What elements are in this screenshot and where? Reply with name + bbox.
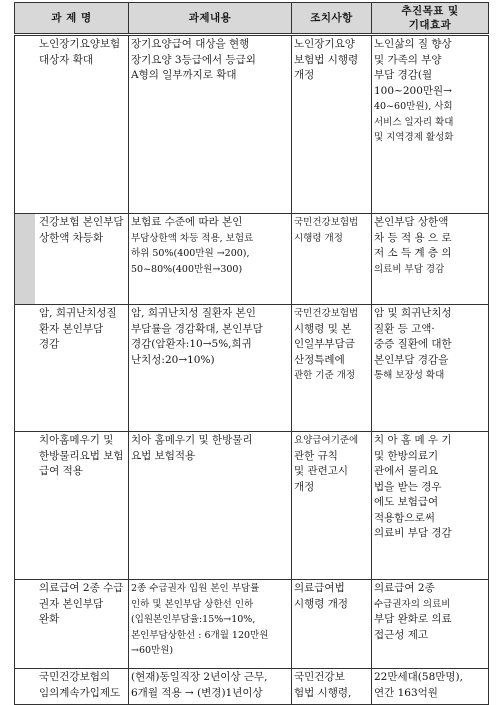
policy-table <box>14 2 489 705</box>
cell-title <box>15 305 129 432</box>
cell-title <box>15 214 129 305</box>
header-action <box>292 3 372 35</box>
cell-action <box>292 214 372 305</box>
text-line: 시행령 개정 <box>294 597 349 610</box>
text-line: 험법 시행령, <box>294 686 352 699</box>
text-line: 부담률을 경감확대, 본인부담 <box>131 322 263 335</box>
cell-title <box>15 35 129 214</box>
text-line: 경감(암환자:10→5%,희귀 <box>131 338 252 350</box>
text-line: 에도 보험급여 <box>374 496 439 508</box>
text-line: 장기요양급여 대상을 현행 <box>131 38 250 50</box>
text-line: 국민건강보험법 <box>294 217 359 228</box>
header-action-text: 조치사항 <box>310 12 353 24</box>
text-line: 치아 홈메우기 및 한방물리 <box>131 434 253 446</box>
cell-content <box>129 580 292 669</box>
text-line: 권자 본인부담 완화 <box>39 597 104 625</box>
text-line: 의료급여법 <box>294 582 345 594</box>
header-content-text: 과제내용 <box>188 12 232 24</box>
table-row <box>15 35 489 214</box>
text-line: 암, 희귀난치성질 <box>39 307 117 319</box>
table-row <box>15 580 489 669</box>
header-goal-line1: 추진목표 및 <box>401 5 459 17</box>
text-line: 개정 <box>294 69 315 81</box>
text-line: 접근성 제고 <box>374 628 429 641</box>
row-shade <box>15 214 35 304</box>
table-row <box>15 214 489 305</box>
text-line: 질환 등 고액· <box>374 322 435 335</box>
text-line: 시행령 및 본 <box>294 322 352 335</box>
text-line: 본인부담 상한액 <box>374 216 449 228</box>
table-row <box>15 305 489 432</box>
cell-action <box>292 580 372 669</box>
cell-action <box>292 305 372 432</box>
header-content <box>129 3 292 35</box>
cell-content <box>129 432 292 580</box>
cell-goal <box>372 432 489 580</box>
text-line: 관에서 물리요 <box>374 465 439 477</box>
text-line: 인하 및 본인부담 상한선 인하 <box>131 598 254 610</box>
row-shade <box>15 580 35 668</box>
text-line: 부담 완화로 의료 <box>374 613 452 625</box>
text-line: (입원본인부담율:15%→10%, <box>131 614 256 625</box>
cell-goal <box>372 35 489 214</box>
cell-title <box>15 432 129 580</box>
text-line: 관한 규칙 <box>294 449 338 462</box>
row-shade <box>15 36 35 213</box>
cell-goal <box>372 214 489 305</box>
text-line: 치 아 홈 메 우 기 <box>374 434 452 446</box>
text-line: 의료비 부담 경감 <box>374 527 452 539</box>
text-line: 2종 수급권자 입원 본인 부담률 <box>131 583 260 594</box>
text-line: 저 소 득 계 층 의 <box>374 247 452 259</box>
cell-action <box>292 432 372 580</box>
text-line: 법을 받는 경우 <box>374 480 442 493</box>
text-line: 서비스 일자리 확대 <box>374 116 454 128</box>
text-line: 관한 기준 개정 <box>294 370 356 381</box>
text-line: 장기요양 3등급에서 등급외 <box>131 53 256 66</box>
text-line: 요법 보험적용 <box>131 449 196 462</box>
text-line: 의료급여 2종 수급 <box>39 582 124 594</box>
text-line: 본인부담 경감을 <box>374 353 449 366</box>
cell-action <box>292 35 372 214</box>
cell-title <box>15 580 129 669</box>
text-line: 노인장기요양보험 <box>39 38 121 50</box>
text-line: 보험료 수준에 따라 본인 <box>131 216 243 228</box>
table-row <box>15 432 489 580</box>
cell-content <box>129 35 292 214</box>
text-line: 급여 적용 <box>39 465 83 477</box>
text-line: 100~200만원→ <box>374 84 452 97</box>
text-line: (현재)동일직장 2년이상 근무, <box>131 671 268 683</box>
row-shade <box>15 305 35 431</box>
text-line: 한방물리요법 보험 <box>39 449 124 462</box>
text-line: 6개월 적용 → (변경)1년이상 <box>131 686 263 699</box>
text-line: 차 등 적 용 으 로 <box>374 231 452 244</box>
cell-content <box>129 305 292 432</box>
text-line: 국민건강보 <box>294 671 345 683</box>
text-line: 부담 경감(월 <box>374 69 433 81</box>
text-line: 임의계속가입제도 <box>39 686 121 699</box>
text-line: 하위 50%(400만원 →200), <box>131 248 250 259</box>
text-line: 통해 보장성 확대 <box>374 370 445 381</box>
text-line: 수급권자의 의료비 <box>374 598 451 610</box>
text-line: 건강보험 본인부담 <box>39 216 124 228</box>
header-row <box>15 3 489 35</box>
text-line: 암 및 희귀난치성 <box>374 307 452 319</box>
text-line: 40~60만원), 사회 <box>374 101 453 112</box>
text-line: 개정 <box>294 480 315 493</box>
text-line: 및 가족의 부양 <box>374 53 442 66</box>
text-line: 인일부부담금 <box>294 338 355 350</box>
cell-goal <box>372 580 489 669</box>
text-line: 중증 질환에 대한 <box>374 338 452 350</box>
text-line: 의료급여 2종 <box>374 582 435 594</box>
text-line: 산정특례에 <box>294 353 345 366</box>
text-line: 치아홈메우기 및 <box>39 434 114 446</box>
header-goal-line2: 기대효과 <box>408 19 452 31</box>
text-line: 본인부담상한선 : 6개월 120만원 <box>131 629 269 641</box>
text-line: 국민건강보험의 <box>39 671 111 683</box>
text-line: 50~80%(400만원→300) <box>131 263 243 275</box>
text-line: 대상자 확대 <box>39 53 94 66</box>
text-line: 의료비 부담 경감 <box>374 263 445 275</box>
text-line: 부담상한액 차등 적용, 보험료 <box>131 232 254 244</box>
row-shade <box>15 432 35 579</box>
header-title-text: 과 제 명 <box>51 12 92 24</box>
text-line: 노인장기요양 <box>294 38 355 50</box>
text-line: 연간 163억원 <box>374 686 438 699</box>
text-line: 난치성:20→10%) <box>131 353 215 366</box>
text-line: A형의 일부까지로 확대 <box>131 69 237 81</box>
text-line: →60만원) <box>131 645 174 656</box>
row-shade <box>15 669 35 704</box>
text-line: 22만세대(58만명), <box>374 671 463 683</box>
text-line: 시행령 개정 <box>294 232 343 244</box>
text-line: 및 지역경제 활성화 <box>374 132 454 143</box>
cell-content <box>129 214 292 305</box>
text-line: 환자 본인부담 경감 <box>39 322 104 350</box>
header-goal <box>372 3 489 35</box>
text-line: 요양급여기준에 <box>294 435 359 446</box>
text-line: 및 한방의료기 <box>374 449 439 462</box>
text-line: 암, 희귀난치성 질환자 본인 <box>131 307 256 319</box>
text-line: 노인삶의 질 향상 <box>374 38 452 50</box>
text-line: 상한액 차등화 <box>39 231 104 244</box>
cell-goal <box>372 305 489 432</box>
text-line: 적용함으로써 <box>374 511 435 524</box>
text-line: 보험법 시행령 <box>294 53 359 66</box>
text-line: 및 관련고시 <box>294 465 349 477</box>
text-line: 국민건강보험법 <box>294 308 359 319</box>
header-title <box>15 3 129 35</box>
